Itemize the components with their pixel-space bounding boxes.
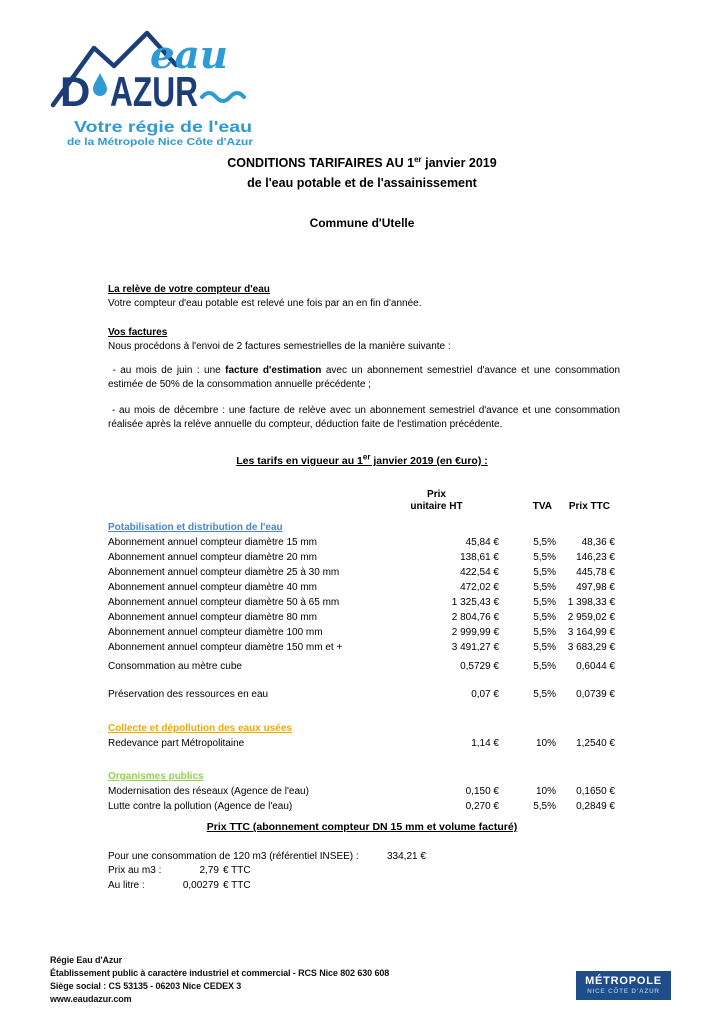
tariff-row [108, 736, 615, 751]
price-per-litre-line [108, 879, 508, 893]
tariff-row [108, 595, 615, 610]
factures-intro: Nous procédons à l'envoi de 2 factures semestrielles de la manière suivante : [108, 340, 451, 352]
tariff-cell-label: Abonnement annuel compteur diamètre 15 mm [108, 537, 318, 548]
tariff-cell-c1: 0,150 € [465, 786, 499, 797]
tariff-cell-c2: 5,5% [533, 537, 556, 548]
prix-ttc-heading: Prix TTC (abonnement compteur DN 15 mm et volume facturé) [206, 821, 518, 833]
tariff-cell-c1: 3 491,27 € [451, 642, 499, 653]
tariff-cell-c3: 497,98 € [576, 582, 615, 593]
tariff-cell-label: Modernisation des réseaux (Agence de l'eau) [108, 786, 309, 797]
tariff-row [108, 580, 615, 595]
price-per-litre-unit: € TTC [223, 879, 251, 891]
tariff-group-heading: Organismes publics [108, 771, 204, 782]
tariff-table [108, 489, 615, 814]
tariff-cell-c3: 3 164,99 € [567, 627, 615, 638]
title-superscript: er [414, 154, 422, 164]
tariff-cell-label: Abonnement annuel compteur diamètre 150 mm et + [108, 642, 343, 653]
tariff-cell-c2: 10% [535, 786, 556, 797]
document-title [0, 153, 724, 193]
tariff-row [108, 640, 615, 655]
tariff-row [108, 659, 615, 674]
tariff-cell-c2: 5,5% [533, 801, 556, 812]
tariff-row [108, 625, 615, 640]
footer [50, 954, 389, 1006]
tariff-cell-c1: 0,5729 € [460, 661, 499, 672]
tariff-row [108, 784, 615, 799]
tariff-cell-c1: 1,14 € [471, 738, 499, 749]
tariff-cell-label: Abonnement annuel compteur diamètre 40 mm [108, 582, 318, 593]
tariff-cell-label: Redevance part Métropolitaine [108, 738, 245, 749]
tariff-cell-c3: 1 398,33 € [567, 597, 615, 608]
tariff-cell-c2: 5,5% [533, 661, 556, 672]
metropole-nice-logo [576, 971, 671, 1000]
tariff-cell-label: Lutte contre la pollution (Agence de l'eau) [108, 801, 293, 812]
tariff-cell-label: Abonnement annuel compteur diamètre 50 à 65 mm [108, 597, 340, 608]
metropole-logo-line-2: NICE CÔTE D'AZUR [587, 987, 660, 995]
tariff-cell-c1: 422,54 € [460, 567, 499, 578]
tariff-cell-label: Consommation au mètre cube [108, 661, 242, 672]
column-header-prix-ttc: Prix TTC [568, 501, 610, 512]
eau-dazur-logo [50, 25, 260, 155]
releve-body: Votre compteur d'eau potable est relevé une fois par an en fin d'année. [108, 297, 422, 309]
tarifs-heading: Les tarifs en vigueur au 1er janvier 2019 (en €uro) : [236, 452, 488, 467]
footer-address-line: Siège social : CS 53135 - 06203 Nice CEDEX 3 [50, 981, 242, 991]
tariff-cell-label: Abonnement annuel compteur diamètre 100 mm [108, 627, 323, 638]
tariff-cell-c2: 5,5% [533, 552, 556, 563]
logo-tagline-2: de la Métropole Nice Côte d'Azur [67, 137, 254, 148]
tariff-cell-c1: 45,84 € [465, 537, 499, 548]
footer-website: www.eaudazur.com [50, 994, 132, 1004]
tariff-cell-c1: 2 804,76 € [451, 612, 499, 623]
tariff-row [108, 565, 615, 580]
tariff-cell-c1: 1 325,43 € [451, 597, 499, 608]
logo-word-eau: eau [150, 32, 228, 77]
facture-bullet-decembre: - au mois de décembre : une facture de relève avec un abonnement semestriel d'avance et une consommation réalisée après la relève annuelle du compteur, déduction faite de l'estimation précédente. [108, 405, 621, 430]
tariff-cell-c3: 2 959,02 € [567, 612, 615, 623]
footer-company-name: Régie Eau d'Azur [50, 955, 123, 965]
tariff-cell-c2: 5,5% [533, 642, 556, 653]
tariff-cell-c2: 5,5% [533, 567, 556, 578]
tariff-group-heading: Potabilisation et distribution de l'eau [108, 522, 283, 533]
wave-icon [202, 93, 244, 101]
tariff-cell-c1: 472,02 € [460, 582, 499, 593]
tariff-cell-c2: 10% [535, 738, 556, 749]
tariff-row [108, 799, 615, 814]
tariff-cell-c1: 138,61 € [460, 552, 499, 563]
tariff-cell-c2: 5,5% [533, 597, 556, 608]
price-per-m3-label: Prix au m3 : [108, 865, 162, 877]
column-header-tva: TVA [532, 501, 552, 512]
price-per-m3-line [108, 864, 508, 878]
tariff-groups [108, 520, 615, 814]
metropole-logo-line-1: MÉTROPOLE [585, 974, 662, 987]
tariff-cell-c3: 3 683,29 € [567, 642, 615, 653]
logo-tagline-1: Votre régie de l'eau [74, 119, 252, 136]
logo-word-d: D [60, 68, 91, 115]
releve-heading: La relève de votre compteur d'eau [108, 284, 270, 295]
tariff-row [108, 550, 615, 565]
consumption-label: Pour une consommation de 120 m3 (référentiel INSEE) : [108, 851, 359, 862]
tariff-cell-label: Abonnement annuel compteur diamètre 20 mm [108, 552, 318, 563]
tariff-cell-c2: 5,5% [533, 582, 556, 593]
tariff-cell-c1: 0,270 € [465, 801, 499, 812]
consumption-value: 334,21 € [387, 851, 426, 862]
tariff-cell-c2: 5,5% [533, 627, 556, 638]
tariff-cell-label: Abonnement annuel compteur diamètre 80 mm [108, 612, 318, 623]
tariff-cell-c1: 2 999,99 € [451, 627, 499, 638]
tariff-cell-label: Préservation des ressources en eau [108, 689, 269, 700]
tariff-cell-c2: 5,5% [533, 612, 556, 623]
tariff-cell-c3: 0,0739 € [576, 689, 615, 700]
price-per-litre-value: 0,00279 [182, 879, 219, 891]
factures-heading: Vos factures [108, 327, 168, 338]
tariff-cell-c3: 146,23 € [576, 552, 615, 563]
tariff-cell-c3: 0,1650 € [576, 786, 615, 797]
commune-name: Commune d'Utelle [309, 216, 415, 230]
intro-section [108, 283, 620, 431]
water-drop-icon [93, 73, 107, 96]
tariff-group-heading: Collecte et dépollution des eaux usées [108, 723, 292, 734]
tariff-row [108, 687, 615, 702]
tariff-table-header [108, 489, 615, 513]
price-per-m3-unit: € TTC [223, 865, 251, 877]
tariff-cell-c2: 5,5% [533, 689, 556, 700]
mountain-water-logo-icon [50, 25, 260, 150]
tariff-cell-c3: 445,78 € [576, 567, 615, 578]
price-per-m3-value: 2,79 [199, 865, 219, 877]
consumption-summary [108, 850, 508, 893]
tariff-cell-c1: 0,07 € [471, 689, 499, 700]
tariff-cell-c3: 0,2849 € [576, 801, 615, 812]
tariff-row [108, 610, 615, 625]
logo-word-azur: AZUR [110, 68, 198, 115]
title-line-1: CONDITIONS TARIFAIRES AU 1er janvier 2019 [227, 154, 497, 170]
tariff-cell-label: Abonnement annuel compteur diamètre 25 à 30 mm [108, 567, 340, 578]
tariff-row [108, 535, 615, 550]
tarifs-superscript: er [362, 452, 371, 462]
tariff-cell-c3: 48,36 € [581, 537, 615, 548]
column-header-prix-unitaire-ht: Prix unitaire HT [410, 489, 463, 512]
consumption-line [108, 850, 508, 864]
tariff-cell-c3: 1,2540 € [576, 738, 615, 749]
title-line-2: de l'eau potable et de l'assainissement [247, 176, 477, 190]
tariff-cell-c3: 0,6044 € [576, 661, 615, 672]
facture-bullet-juin: - au mois de juin : une facture d'estimation avec un abonnement semestriel d'avance et une consommation estimée de 50% de la consommation annuelle précédente ; [108, 365, 621, 390]
price-per-litre-label: Au litre : [108, 879, 145, 891]
footer-legal-line: Établissement public à caractère industriel et commercial - RCS Nice 802 630 608 [50, 968, 390, 978]
